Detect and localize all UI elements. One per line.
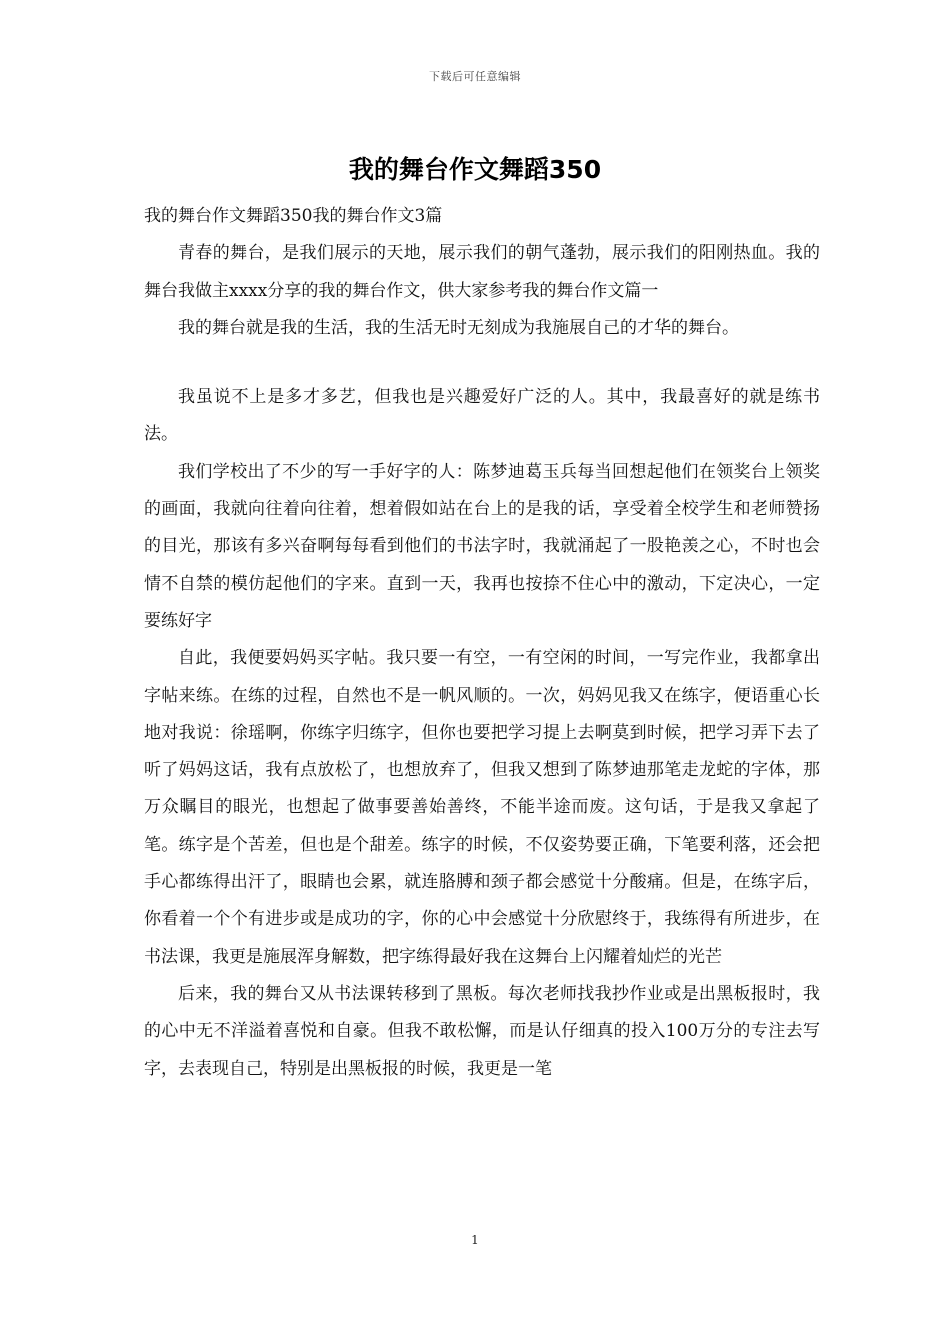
paragraph-stage-life: 我的舞台就是我的生活，我的生活无时无刻成为我施展自己的才华的舞台。 — [178, 317, 739, 338]
paragraph-intro: 青春的舞台，是我们展示的天地，展示我们的朝气蓬勃，展示我们的阳刚热血。我的舞台我做主xxxx分享的我的舞台作文，供大家参考我的舞台作文篇一 — [144, 243, 820, 301]
document-title: 我的舞台作文舞蹈350 — [348, 155, 602, 184]
paragraph-school-calligraphers: 我们学校出了不少的写一手好字的人：陈梦迪葛玉兵每当回想起他们在领奖台上领奖的画面，我就向往着向往着，想着假如站在台上的是我的话，享受着全校学生和老师赞扬的目光，那该有多兴奋啊每每看到他们的书法字时，我就涌起了一股艳羡之心，不时也会情不自禁的模仿起他们的字来。直到一天，我再也按捺不住心中的激动，下定决心，一定要练好字 — [144, 461, 820, 631]
paragraph-hobbies: 我虽说不上是多才多艺，但我也是兴趣爱好广泛的人。其中，我最喜好的就是练书法。 — [144, 387, 820, 445]
document-body — [144, 198, 820, 1088]
paragraph-blackboard: 后来，我的舞台又从书法课转移到了黑板。每次老师找我抄作业或是出黑板报时，我的心中无不洋溢着喜悦和自豪。但我不敢松懈，而是认仔细真的投入100万分的专注去写字，去表现自己，特别是出黑板报的时候，我更是一笔 — [144, 983, 820, 1079]
paragraph-practice: 自此，我便要妈妈买字帖。我只要一有空，一有空闲的时间，一写完作业，我都拿出字帖来练。在练的过程，自然也不是一帆风顺的。一次，妈妈见我又在练字，便语重心长地对我说：徐瑶啊，你练字归练字，但你也要把学习提上去啊莫到时候，把学习弄下去了听了妈妈这话，我有点放松了，也想放弃了，但我又想到了陈梦迪那笔走龙蛇的字体，那万众瞩目的眼光，也想起了做事要善始善终，不能半途而废。这句话，于是我又拿起了笔。练字是个苦差，但也是个甜差。练字的时候，不仅姿势要正确，下笔要利落，还会把手心都练得出汗了，眼睛也会累，就连胳膊和颈子都会感觉十分酸痛。但是，在练字后，你看着一个个有进步或是成功的字，你的心中会感觉十分欣慰终于，我练得有所进步，在书法课，我更是施展浑身解数，把字练得最好我在这舞台上闪耀着灿烂的光芒 — [144, 648, 820, 967]
page-number: 1 — [471, 1233, 479, 1247]
document-subtitle: 我的舞台作文舞蹈350我的舞台作文3篇 — [144, 206, 443, 226]
header-note: 下载后可任意编辑 — [429, 70, 521, 83]
